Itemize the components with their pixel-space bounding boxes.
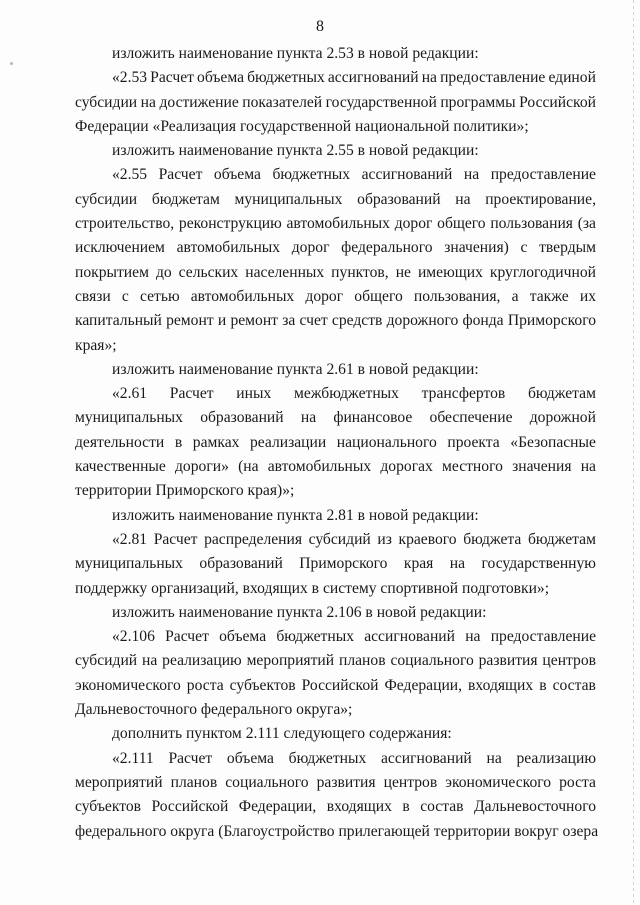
text-line: деятельности в рамках реализации национального проекта «Безопасные bbox=[75, 433, 596, 451]
text-line: Федерации «Реализация государственной национальной политики»; bbox=[75, 117, 529, 135]
text-line: «2.53 Расчет объема бюджетных ассигнований на предоставление единой bbox=[112, 69, 596, 87]
page-number: 8 bbox=[316, 18, 324, 35]
instruction-paragraph bbox=[75, 139, 596, 163]
text-line: федерального округа (Благоустройство прилегающей территории вокруг озера bbox=[75, 822, 599, 840]
text-line: «2.111 Расчет объема бюджетных ассигнований на реализацию bbox=[112, 749, 596, 767]
document-body bbox=[75, 42, 599, 844]
text-line: изложить наименование пункта 2.53 в новой редакции: bbox=[112, 45, 479, 62]
text-line: «2.106 Расчет объема бюджетных ассигнований на предоставление bbox=[112, 628, 596, 646]
text-line: экономического роста субъектов Российской Федерации, входящих в состав bbox=[75, 676, 596, 694]
text-line: поддержку организаций, входящих в систему спортивной подготовки»; bbox=[75, 579, 550, 597]
text-line: муниципальных образований на финансовое обеспечение дорожной bbox=[75, 409, 596, 427]
text-line: покрытием до сельских населенных пунктов, не имеющих круглогодичной bbox=[75, 263, 596, 281]
text-line: связи с сетью автомобильных дорог общего пользования, а также их bbox=[75, 287, 596, 305]
quoted-paragraph bbox=[75, 747, 599, 844]
text-line: субсидии на достижение показателей государственной программы Российской bbox=[75, 93, 596, 111]
text-line: дополнить пунктом 2.111 следующего содержания: bbox=[112, 725, 452, 743]
text-line: изложить наименование пункта 2.61 в новой редакции: bbox=[112, 360, 479, 378]
text-line: субсидии бюджетам муниципальных образований на проектирование, bbox=[75, 190, 596, 208]
instruction-paragraph bbox=[75, 722, 596, 746]
text-line: субъектов Российской Федерации, входящих в состав Дальневосточного bbox=[75, 798, 596, 816]
text-line: территории Приморского края)»; bbox=[75, 482, 295, 500]
text-line: капитальный ремонт и ремонт за счет средств дорожного фонда Приморского bbox=[75, 312, 596, 330]
instruction-paragraph bbox=[75, 42, 596, 66]
text-line: изложить наименование пункта 2.81 в новой редакции: bbox=[112, 506, 479, 524]
quoted-paragraph bbox=[75, 528, 596, 601]
instruction-paragraph bbox=[75, 358, 596, 382]
text-line: муниципальных образований Приморского края на государственную bbox=[75, 555, 596, 573]
text-line: исключением автомобильных дорог федерального значения) с твердым bbox=[75, 239, 596, 257]
text-line: субсидий на реализацию мероприятий планов социального развития центров bbox=[75, 652, 596, 670]
text-line: края»; bbox=[75, 336, 117, 354]
quoted-paragraph bbox=[75, 382, 596, 503]
scan-speck bbox=[10, 62, 13, 65]
instruction-paragraph bbox=[75, 601, 596, 625]
quoted-paragraph bbox=[75, 163, 596, 357]
text-line: изложить наименование пункта 2.55 в новой редакции: bbox=[112, 142, 479, 160]
text-line: «2.81 Расчет распределения субсидий из краевого бюджета бюджетам bbox=[112, 530, 596, 548]
instruction-paragraph bbox=[75, 504, 596, 528]
text-line: качественные дороги» (на автомобильных дорогах местного значения на bbox=[75, 458, 596, 476]
quoted-paragraph bbox=[75, 66, 596, 139]
text-line: «2.55 Расчет объема бюджетных ассигнований на предоставление bbox=[112, 166, 596, 184]
quoted-paragraph bbox=[75, 625, 596, 722]
text-line: мероприятий планов социального развития центров экономического роста bbox=[75, 773, 596, 791]
text-line: изложить наименование пункта 2.106 в новой редакции: bbox=[112, 603, 487, 621]
text-line: «2.61 Расчет иных межбюджетных трансфертов бюджетам bbox=[112, 385, 596, 403]
scan-edge bbox=[633, 0, 634, 905]
text-line: строительство, реконструкцию автомобильных дорог общего пользования (за bbox=[75, 215, 596, 233]
text-line: Дальневосточного федерального округа»; bbox=[75, 701, 353, 719]
